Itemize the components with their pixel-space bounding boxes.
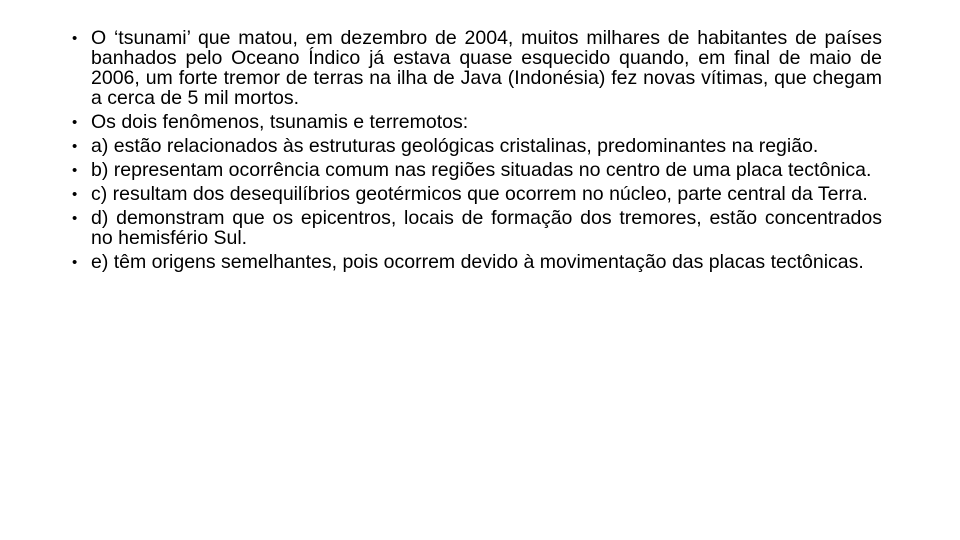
bullet-dot-icon: • xyxy=(72,114,78,131)
bullet-dot-icon: • xyxy=(72,30,78,47)
bullet-list xyxy=(72,28,882,276)
bullet-dot-icon: • xyxy=(72,210,78,227)
bullet-text: a) estão relacionados às estruturas geológicas cristalinas, predominantes na região. xyxy=(91,135,819,157)
bullet-item-option-c xyxy=(72,184,882,204)
bullet-dot-icon: • xyxy=(72,186,78,203)
bullet-text: O ‘tsunami’ que matou, em dezembro de 2004, muitos milhares de habitantes de países banhados pelo Oceano Índico já estava quase esquecido quando, em final de maio de 2006, um forte tremor de terras na ilha de Java (Indonésia) fez novas vítimas, que chegam a cerca de 5 mil mortos. xyxy=(91,27,882,109)
bullet-text: c) resultam dos desequilíbrios geotérmicos que ocorrem no núcleo, parte central da Terra. xyxy=(91,183,868,205)
bullet-text: b) representam ocorrência comum nas regiões situadas no centro de uma placa tectônica. xyxy=(91,159,872,181)
bullet-item-option-a xyxy=(72,136,882,156)
bullet-text: Os dois fenômenos, tsunamis e terremotos: xyxy=(91,111,469,133)
bullet-item-option-d xyxy=(72,208,882,248)
bullet-item-intro xyxy=(72,28,882,108)
bullet-text: d) demonstram que os epicentros, locais de formação dos tremores, estão concentrados no hemisfério Sul. xyxy=(91,207,882,249)
bullet-dot-icon: • xyxy=(72,138,78,155)
bullet-item-question xyxy=(72,112,882,132)
bullet-dot-icon: • xyxy=(72,254,78,271)
bullet-text: e) têm origens semelhantes, pois ocorrem devido à movimentação das placas tectônicas. xyxy=(91,251,864,273)
bullet-item-option-b xyxy=(72,160,882,180)
bullet-item-option-e xyxy=(72,252,882,272)
bullet-dot-icon: • xyxy=(72,162,78,179)
